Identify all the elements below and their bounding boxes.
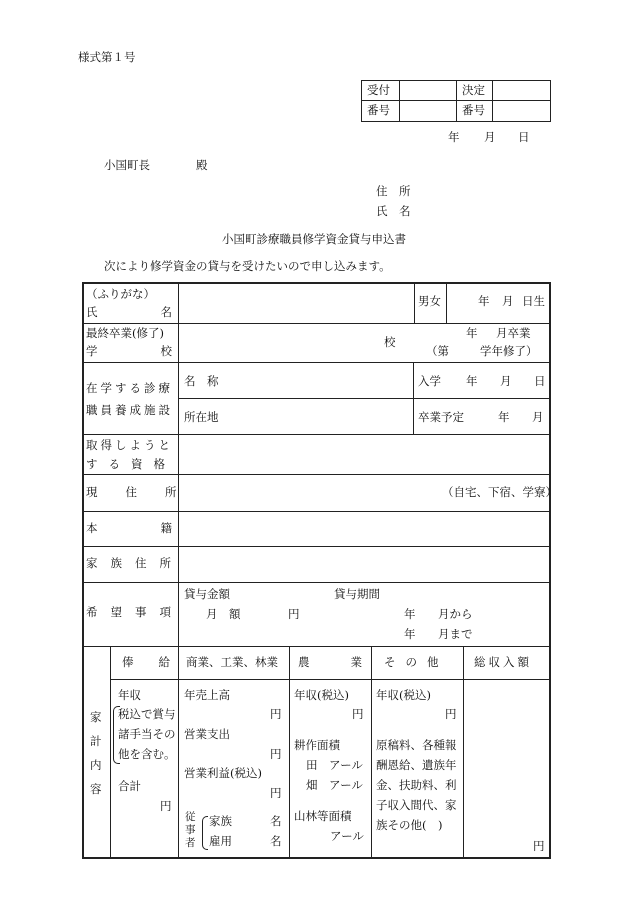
farming-area: 耕作面積 xyxy=(294,738,340,752)
form-number: 様式第１号 xyxy=(78,50,136,64)
school-suffix: 校 xyxy=(384,335,396,349)
family-address-label: 家族住所 xyxy=(86,556,184,570)
farming-forest: 山林等面積 xyxy=(294,809,352,823)
other-note-4: 子収入間代、家 xyxy=(376,798,457,812)
salary-note-3: 他を含む。 xyxy=(118,747,176,761)
applicant-name-label: 氏 名 xyxy=(376,204,411,218)
business-expenses-yen: 円 xyxy=(270,747,282,761)
other-note-5: 族その他( ) xyxy=(376,818,443,832)
workers-brace xyxy=(202,816,208,850)
business-sales-yen: 円 xyxy=(270,707,282,721)
business-expenses: 営業支出 xyxy=(184,727,230,741)
workers-employed: 雇用 xyxy=(209,834,232,848)
decision-label: 決定 xyxy=(462,83,485,97)
school-label: 最終卒業(修了) xyxy=(86,326,164,340)
farming-yen: 円 xyxy=(352,707,364,721)
workers-family-count: 名 xyxy=(270,814,282,828)
col-salary: 俸 給 xyxy=(122,655,170,669)
loan-period-label: 貸与期間 xyxy=(334,587,380,601)
salary-annual: 年収 xyxy=(118,688,141,702)
col-farming: 農 業 xyxy=(298,655,362,669)
other-note-3: 金、扶助料、利 xyxy=(376,778,457,792)
workers-employed-count: 名 xyxy=(270,834,282,848)
salary-yen: 円 xyxy=(160,799,172,813)
farming-annual: 年収(税込) xyxy=(294,688,349,702)
qualification-label: 取得しようと xyxy=(86,438,173,452)
intro-text: 次により修学資金の貸与を受けたいので申し込みます。 xyxy=(104,259,391,273)
facility-name-label: 名 称 xyxy=(184,374,219,388)
facility-label: 在学する診療 xyxy=(86,381,173,395)
document-title: 小国町診療職員修学資金貸与申込書 xyxy=(222,232,406,246)
facility-address-label: 所在地 xyxy=(184,410,219,424)
qualification-label-2: する資格 xyxy=(86,457,176,471)
monthly-label: 月 額 xyxy=(206,607,241,621)
current-address-note: （自宅、下宿、学寮） xyxy=(442,485,557,499)
business-sales: 年売上高 xyxy=(184,688,230,702)
farming-paddy: 田 アール xyxy=(306,758,363,772)
monthly-yen: 円 xyxy=(288,607,300,621)
workers-family: 家族 xyxy=(209,814,232,828)
farming-forest-unit: アール xyxy=(330,829,364,843)
other-yen: 円 xyxy=(445,707,457,721)
addressee-honorific: 殿 xyxy=(196,158,208,172)
gender-label: 男女 xyxy=(418,294,441,308)
name-label: 氏 名 xyxy=(86,305,172,319)
facility-label-2: 職員養成施設 xyxy=(86,403,173,417)
other-note-2: 酬恩給、遺族年 xyxy=(376,758,457,772)
school-label-2: 学 校 xyxy=(86,344,172,358)
col-other: その他 xyxy=(384,655,449,669)
current-address-label: 現住所 xyxy=(86,485,205,499)
farming-field: 畑 アール xyxy=(306,778,363,792)
furigana-label: （ふりがな） xyxy=(86,287,155,301)
other-note-1: 原稿料、各種報 xyxy=(376,738,457,752)
salary-total: 合計 xyxy=(118,779,141,793)
loan-amount-label: 貸与金額 xyxy=(184,587,230,601)
decision-number-label: 番号 xyxy=(462,103,485,117)
col-business: 商業、工業、林業 xyxy=(186,655,278,669)
salary-note-2: 諸手当その xyxy=(118,727,176,741)
business-profit: 営業利益(税込) xyxy=(184,766,262,780)
other-annual: 年収(税込) xyxy=(376,688,431,702)
addressee-name: 小国町長 xyxy=(104,158,150,172)
total-yen: 円 xyxy=(533,839,545,853)
col-total: 総収入額 xyxy=(474,655,532,669)
wish-label: 希望事項 xyxy=(86,605,184,619)
salary-note-1: 税込で賞与 xyxy=(118,707,176,721)
applicant-address-label: 住 所 xyxy=(376,184,411,198)
business-profit-yen: 円 xyxy=(270,786,282,800)
honseki-label: 本 籍 xyxy=(86,521,172,535)
reception-number-label: 番号 xyxy=(367,103,390,117)
reception-label: 受付 xyxy=(367,83,390,97)
